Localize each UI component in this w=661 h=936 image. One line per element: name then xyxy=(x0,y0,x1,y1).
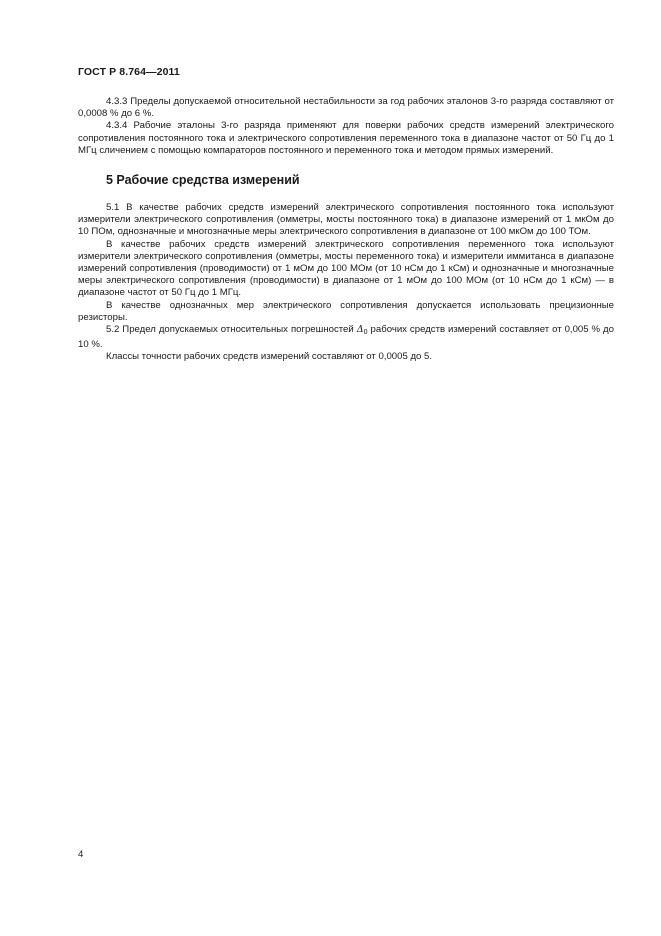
delta-subscript: 0 xyxy=(363,329,368,337)
page-number: 4 xyxy=(78,849,84,860)
paragraph-5-2 xyxy=(78,324,614,351)
paragraph-5-1-resistors: В качестве однозначных мер электрического сопротивления допускается использовать прецизионные резисторы. xyxy=(78,299,614,323)
paragraph-accuracy-classes: Классы точности рабочих средств измерений составляют от 0,0005 до 5. xyxy=(106,351,433,363)
section-5-title: 5 Рабочие средства измерений xyxy=(106,173,300,188)
paragraph-4-3-4: 4.3.4 Рабочие эталоны 3-го разряда применяют для поверки рабочих средств измерений электрического сопротивления постоянного тока и электрического сопротивления переменного тока в диапазоне частот от 50 Гц до 1 МГц сличением с помощью компараторов постоянного и переменного тока и методом прямых измерений. xyxy=(78,120,614,156)
paragraph-5-2-end: рабочих средств измерений составляет от 0,005 % до 10 %. xyxy=(78,324,614,351)
document-body xyxy=(78,96,614,364)
paragraph-5-1-ac: В качестве рабочих средств измерений электрического сопротивления переменного тока используют измерители электрического сопротивления (омметры, мосты переменного тока) и измерители иммитанса в диапазоне измерений сопротивления (проводимости) от 1 мОм до 100 МОм (от 10 нСм до 1 кСм) и однозначные и многозначные меры электрического сопротивления (проводимости) в диапазоне от 1 мОм до 100 МОм (от 10 нСм до 1 кСм) — в диапазоне частот от 50 Гц до 1 МГц. xyxy=(78,238,614,299)
paragraph-5-2-start: 5.2 Предел допускаемых относительных погрешностей xyxy=(106,324,357,336)
paragraph-4-3-3: 4.3.3 Пределы допускаемой относительной нестабильности за год рабочих эталонов 3-го разряда составляют от 0,0008 % до 6 %. xyxy=(78,96,614,120)
delta-symbol: Δ xyxy=(356,324,364,336)
paragraph-5-1: 5.1 В качестве рабочих средств измерений электрического сопротивления постоянного тока используют измерители электрического сопротивления (омметры, мосты постоянного тока) в диапазоне измерений от 1 мкОм до 10 ПОм, однозначные и многозначные меры электрического сопротивления в диапазоне от 100 мкОм до 100 ТОм. xyxy=(78,202,614,238)
document-header: ГОСТ Р 8.764—2011 xyxy=(78,66,180,78)
